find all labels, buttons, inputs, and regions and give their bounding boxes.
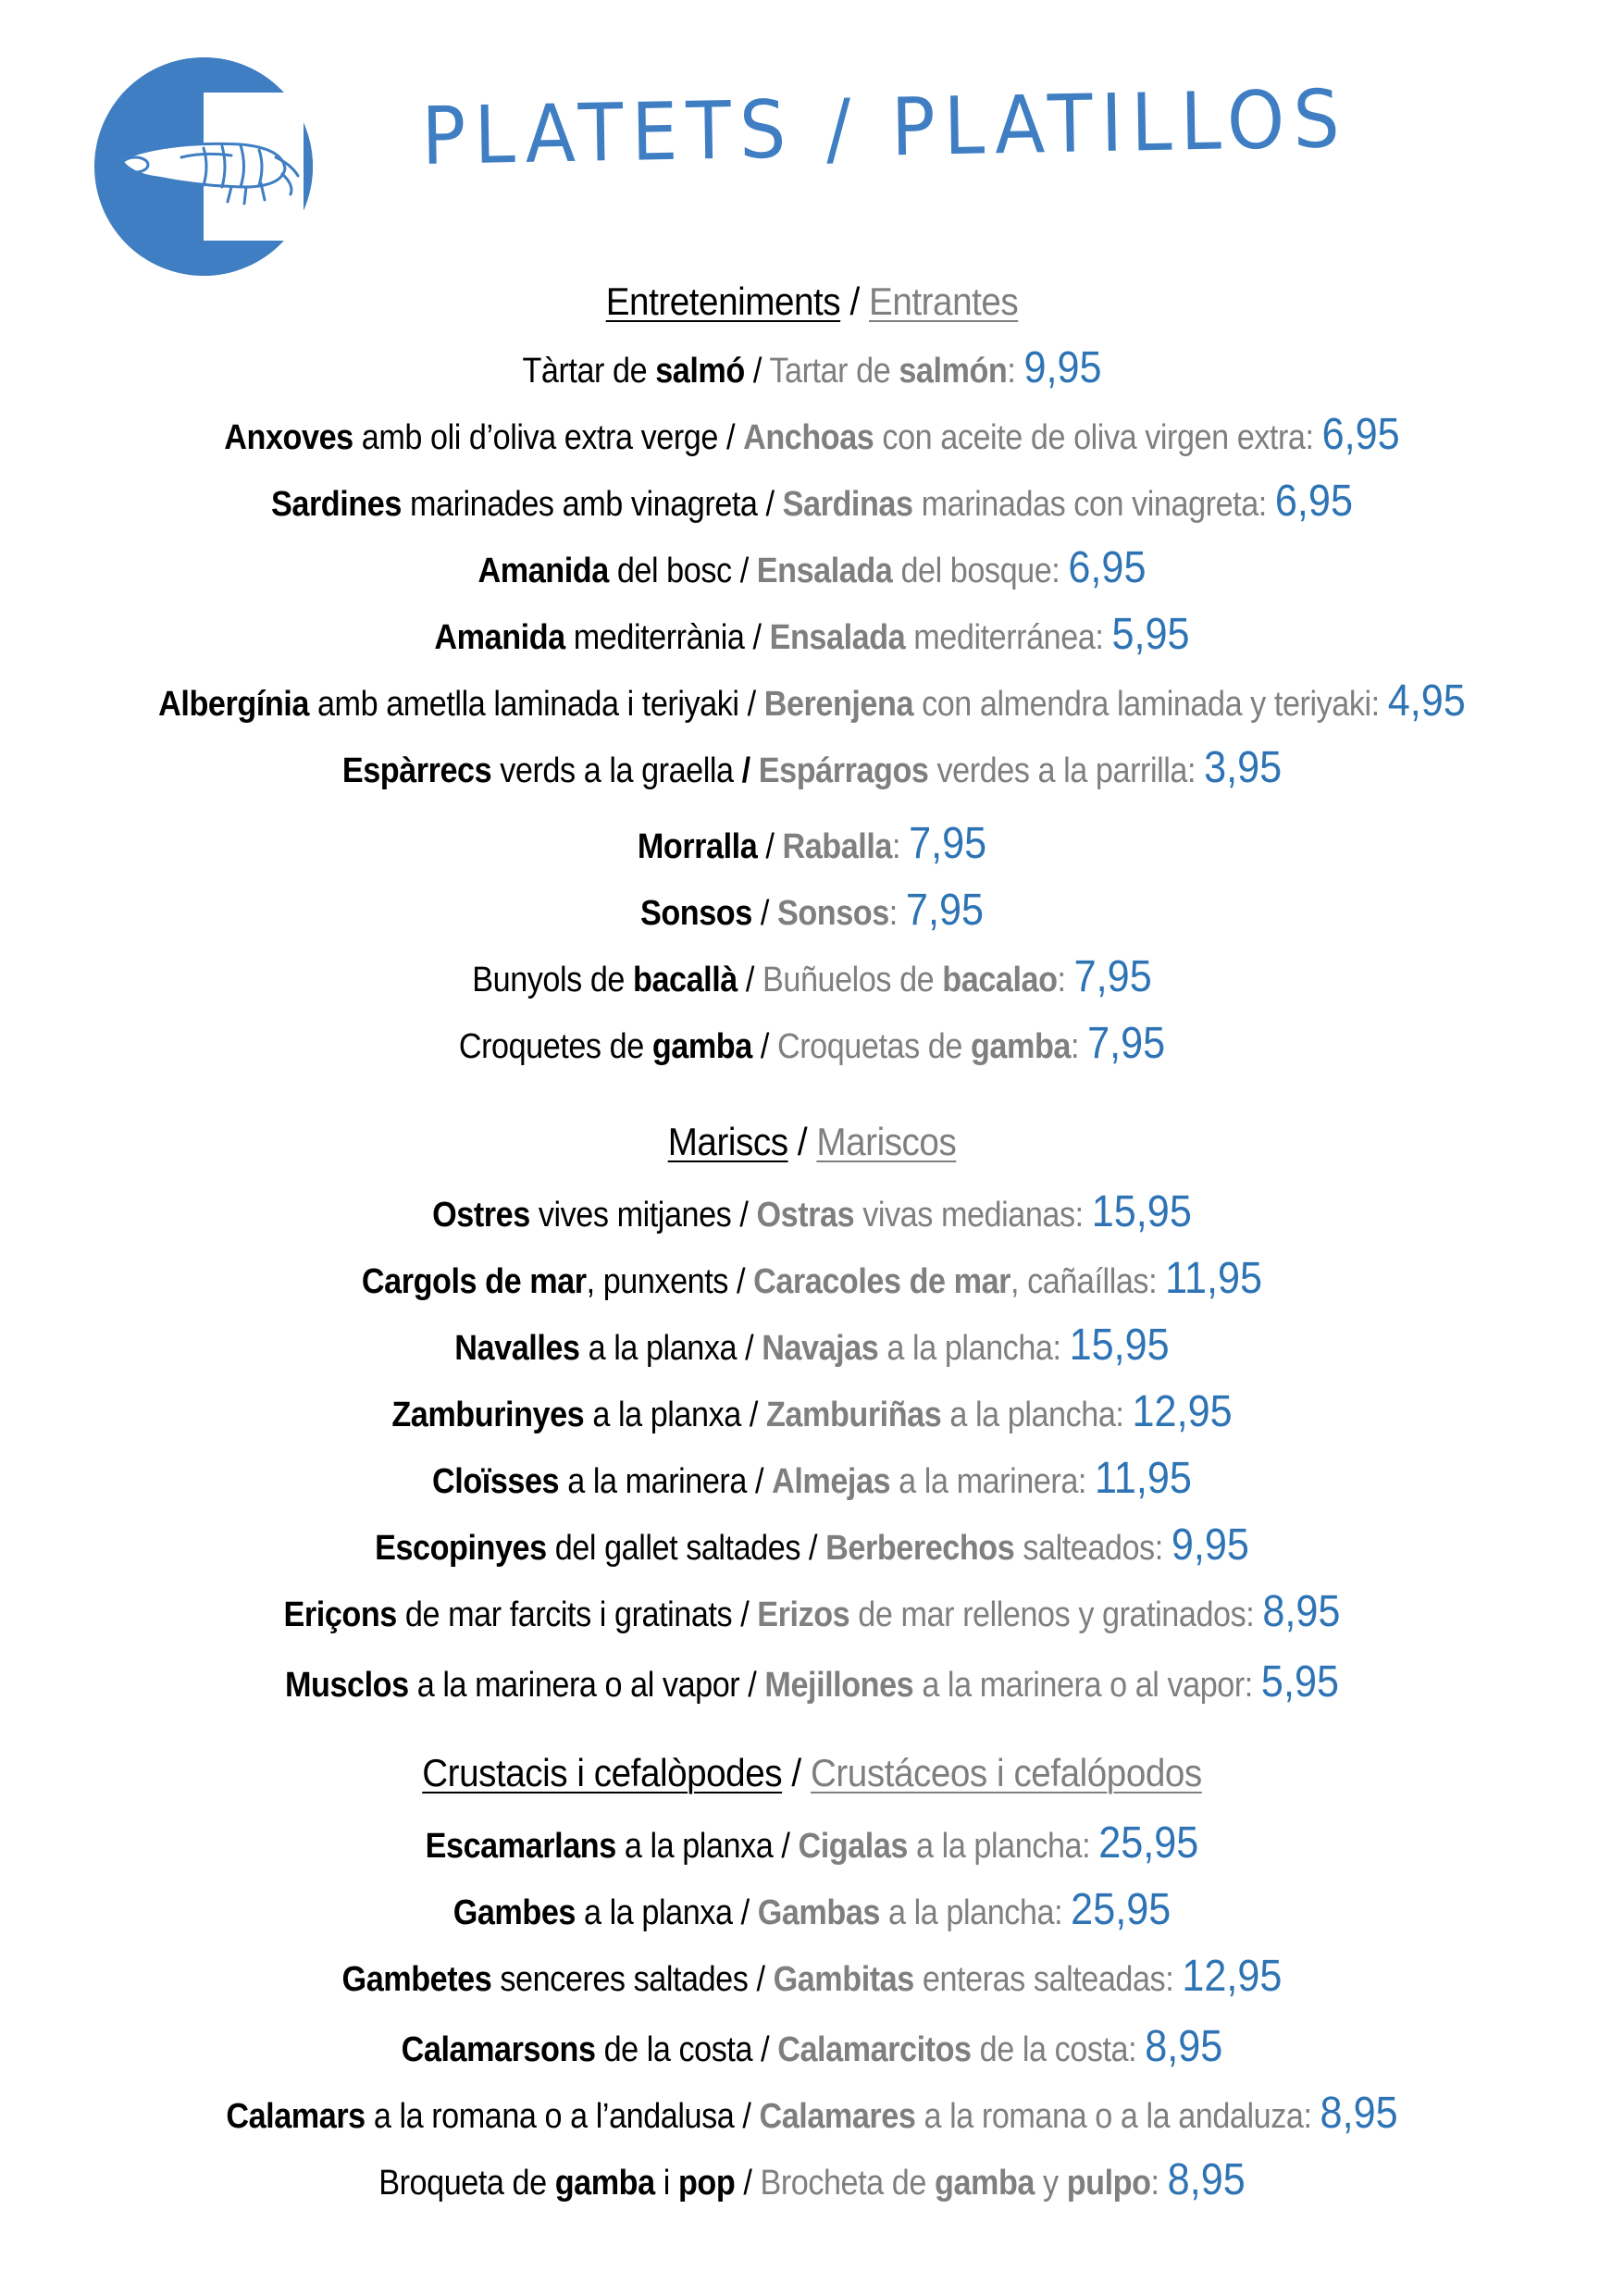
price: 25,95	[1098, 1818, 1199, 1868]
price: 9,95	[1171, 1520, 1249, 1570]
menu-item: Zamburinyes a la planxa / Zamburiñas a la plancha: 12,95	[391, 1387, 1233, 1436]
price: 11,95	[1165, 1254, 1263, 1303]
menu-item: Gambes a la planxa / Gambas a la plancha: 25,95	[452, 1885, 1172, 1934]
menu-item: Calamarsons de la costa / Calamarcitos de la costa: 8,95	[401, 2022, 1223, 2071]
menu-item: Bunyols de bacallà / Buñuelos de bacalao: 7,95	[472, 952, 1152, 1001]
price: 3,95	[1204, 743, 1283, 792]
menu-item: Escopinyes del gallet saltades / Berberechos salteados: 9,95	[375, 1520, 1249, 1570]
price: 7,95	[909, 819, 987, 868]
section-title-mariscs: Mariscs / Mariscos	[667, 1120, 957, 1163]
shrimp-icon	[93, 56, 315, 278]
price: 15,95	[1069, 1321, 1170, 1370]
price: 6,95	[1321, 410, 1400, 459]
price: 6,95	[1068, 543, 1147, 592]
menu-item: Musclos a la marinera o al vapor / Mejillones a la marinera o al vapor: 5,95	[284, 1657, 1340, 1706]
price: 8,95	[1145, 2022, 1223, 2071]
page-title: PLATETS / PLATILLOS	[420, 73, 1349, 183]
menu-item: Cloïsses a la marinera / Almejas a la marinera: 11,95	[432, 1454, 1192, 1503]
price: 25,95	[1071, 1885, 1172, 1934]
price: 8,95	[1167, 2155, 1246, 2204]
menu-item: Cargols de mar, punxents / Caracoles de mar, cañaíllas: 11,95	[361, 1254, 1263, 1303]
price: 12,95	[1132, 1387, 1233, 1436]
price: 12,95	[1182, 1952, 1283, 2001]
price: 7,95	[1087, 1019, 1166, 1068]
menu-item: Ostres vives mitjanes / Ostras vivas medianas: 15,95	[432, 1187, 1192, 1236]
price: 7,95	[905, 886, 984, 935]
section-title-entrants: Entreteniments / Entrantes	[605, 279, 1019, 323]
price: 7,95	[1073, 952, 1152, 1001]
menu-item: Albergínia amb ametlla laminada i teriyaki / Berenjena con almendra laminada y teriyaki: 4,95	[158, 676, 1466, 726]
menu-item: Eriçons de mar farcits i gratinats / Erizos de mar rellenos y gratinados: 8,95	[283, 1587, 1341, 1636]
menu-item: Morralla / Raballa: 7,95	[637, 819, 987, 868]
price: 8,95	[1320, 2089, 1398, 2138]
menu-item: Escamarlans a la planxa / Cigalas a la plancha: 25,95	[425, 1818, 1199, 1868]
menu-item: Croquetes de gamba / Croquetas de gamba: 7,95	[458, 1019, 1166, 1068]
menu-item: Tàrtar de salmó / Tartar de salmón: 9,95	[522, 343, 1102, 392]
menu-item: Amanida del bosc / Ensalada del bosque: 6,95	[477, 543, 1147, 592]
price: 9,95	[1023, 343, 1102, 392]
menu-item: Gambetes senceres saltades / Gambitas enteras salteadas: 12,95	[341, 1952, 1283, 2001]
price: 5,95	[1111, 610, 1190, 659]
menu-item: Anxoves amb oli d’oliva extra verge / Anchoas con aceite de oliva virgen extra: 6,95	[224, 410, 1400, 459]
price: 5,95	[1260, 1657, 1340, 1706]
price: 11,95	[1095, 1454, 1192, 1503]
price: 6,95	[1274, 477, 1353, 526]
price: 15,95	[1091, 1187, 1192, 1236]
menu-item: Navalles a la planxa / Navajas a la plancha: 15,95	[454, 1321, 1170, 1370]
menu-item: Broqueta de gamba i pop / Brocheta de gamba y pulpo: 8,95	[378, 2155, 1246, 2204]
logo	[93, 56, 315, 278]
price: 8,95	[1262, 1587, 1341, 1636]
menu-item: Calamars a la romana o a l’andalusa / Calamares a la romana o a la andaluza: 8,95	[226, 2089, 1398, 2138]
price: 4,95	[1387, 676, 1466, 726]
menu-item: Amanida mediterrània / Ensalada mediterránea: 5,95	[434, 610, 1190, 659]
menu-item: Sonsos / Sonsos: 7,95	[639, 886, 984, 935]
menu-item: Espàrrecs verds a la graella / Espárragos verdes a la parrilla: 3,95	[341, 743, 1283, 792]
menu-item: Sardines marinades amb vinagreta / Sardinas marinadas con vinagreta: 6,95	[271, 477, 1353, 526]
section-title-crustacis: Crustacis i cefalòpodes / Crustáceos i cefalópodos	[422, 1751, 1202, 1794]
